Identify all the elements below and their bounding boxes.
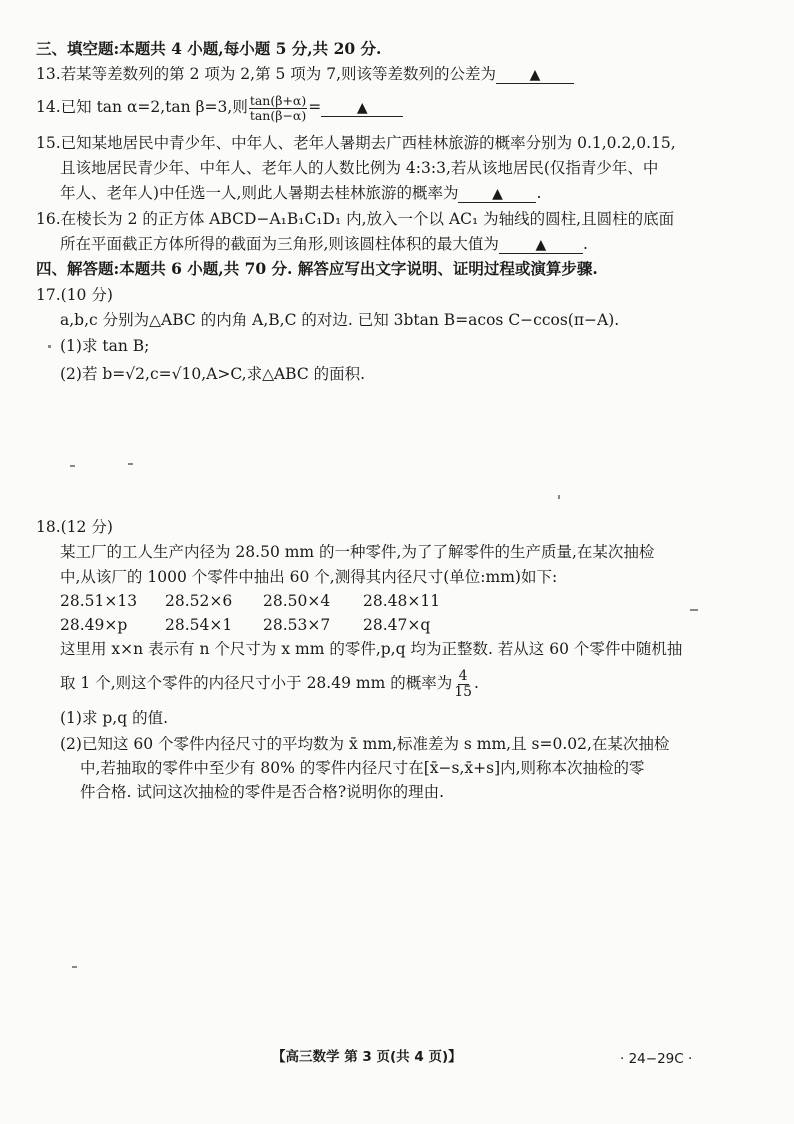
q13-text: 13.若某等差数列的第 2 项为 2,第 5 项为 7,则该等差数列的公差为 xyxy=(36,65,497,83)
table-cell: 28.54×1 xyxy=(165,616,233,634)
table-cell: 28.47×q xyxy=(363,616,431,634)
section3-title: 三、填空题:本题共 4 小题,每小题 5 分,共 20 分. xyxy=(36,39,382,58)
q17-part2: (2)若 b=√2,c=√10,A>C,求△ABC 的面积. xyxy=(60,365,366,383)
prob-num: 4 xyxy=(458,667,468,684)
question-13 xyxy=(36,63,574,85)
scan-speck xyxy=(48,345,51,348)
q14-post: = xyxy=(308,98,322,116)
page-footer-label: 【高三数学 第 3 页(共 4 页)】 xyxy=(272,1049,462,1065)
q15-line1: 15.已知某地居民中青少年、中年人、老年人暑期去广西桂林旅游的概率分别为 0.1,0.2,0.15, xyxy=(36,134,676,152)
q18-line4-pre: 取 1 个,则这个零件的内径尺寸小于 28.49 mm 的概率为 xyxy=(60,674,453,692)
scan-speck xyxy=(558,495,560,499)
answer-triangle-icon: ▲ xyxy=(529,67,541,83)
q16-line1: 16.在棱长为 2 的正方体 ABCD−A₁B₁C₁D₁ 内,放入一个以 AC₁ 为轴线的圆柱,且圆柱的底面 xyxy=(36,210,675,228)
q18-part1: (1)求 p,q 的值. xyxy=(60,709,169,727)
q14-pre: 14.已知 tan α=2,tan β=3,则 xyxy=(36,98,248,116)
q18-line1: 某工厂的工人生产内径为 28.50 mm 的一种零件,为了了解零件的生产质量,在某次抽检 xyxy=(60,543,655,561)
q14-answer-blank[interactable] xyxy=(321,99,403,117)
q13-answer-blank[interactable] xyxy=(496,66,574,84)
scan-speck xyxy=(72,966,77,968)
q16-line2: 所在平面截正方体所得的截面为三角形,则该圆柱体积的最大值为 xyxy=(60,235,499,253)
q15-line3-wrap: 年人、老年人)中任选一人,则此人暑期去桂林旅游的概率为 ▲ . xyxy=(60,184,542,202)
q18-header: 18.(12 分) xyxy=(36,518,113,536)
q18-part2-line1: (2)已知这 60 个零件内径尺寸的平均数为 x̄ mm,标准差为 s mm,且 s=0.02,在某次抽检 xyxy=(60,735,670,753)
answer-triangle-icon: ▲ xyxy=(356,100,368,116)
q18-line3: 这里用 x×n 表示有 n 个尺寸为 x mm 的零件,p,q 均为正整数. 若从这 60 个零件中随机抽 xyxy=(60,640,683,658)
q18-probability-fraction xyxy=(453,669,473,700)
q18-part2-line3: 件合格. 试问这次抽检的零件是否合格?说明你的理由. xyxy=(80,783,445,801)
q18-line4-post: . xyxy=(474,674,479,692)
q17-part1: (1)求 tan B; xyxy=(60,337,150,355)
scan-speck xyxy=(128,463,133,465)
q17-stem: a,b,c 分别为△ABC 的内角 A,B,C 的对边. 已知 3btan B=acos C−ccos(π−A). xyxy=(60,311,620,329)
q14-frac-num: tan(β+α) xyxy=(249,92,307,108)
table-cell: 28.50×4 xyxy=(263,592,331,610)
prob-den: 15 xyxy=(454,683,473,700)
q18-line4 xyxy=(60,667,479,700)
answer-triangle-icon: ▲ xyxy=(535,237,547,253)
table-cell: 28.51×13 xyxy=(60,592,138,610)
q16-line2-wrap: 所在平面截正方体所得的截面为三角形,则该圆柱体积的最大值为 ▲ . xyxy=(60,235,588,253)
table-cell: 28.48×11 xyxy=(363,592,441,610)
section4-title: 四、解答题:本题共 6 小题,共 70 分. 解答应写出文字说明、证明过程或演算步骤. xyxy=(36,259,598,278)
q18-part2-line2: 中,若抽取的零件中至少有 80% 的零件内径尺寸在[x̄−s,x̄+s]内,则称本次抽检的零 xyxy=(80,759,645,777)
q17-header: 17.(10 分) xyxy=(36,286,113,304)
scan-speck xyxy=(70,465,75,467)
scan-speck xyxy=(690,609,698,611)
paper-code: · 24−29C · xyxy=(620,1051,693,1067)
question-14 xyxy=(36,92,403,123)
q15-line3: 年人、老年人)中任选一人,则此人暑期去桂林旅游的概率为 xyxy=(60,184,459,202)
q14-fraction xyxy=(249,94,307,123)
q18-line2: 中,从该厂的 1000 个零件中抽出 60 个,测得其内径尺寸(单位:mm)如下: xyxy=(60,568,558,586)
table-cell: 28.52×6 xyxy=(165,592,233,610)
table-cell: 28.49×p xyxy=(60,616,128,634)
answer-triangle-icon: ▲ xyxy=(492,186,503,202)
q16-answer-blank[interactable] xyxy=(499,236,583,254)
q14-frac-den: tan(β−α) xyxy=(249,107,307,123)
q15-line2: 且该地居民青少年、中年人、老年人的人数比例为 4:3:3,若从该地居民(仅指青少年、中 xyxy=(60,159,659,177)
q15-answer-blank[interactable] xyxy=(458,185,536,203)
table-cell: 28.53×7 xyxy=(263,616,331,634)
